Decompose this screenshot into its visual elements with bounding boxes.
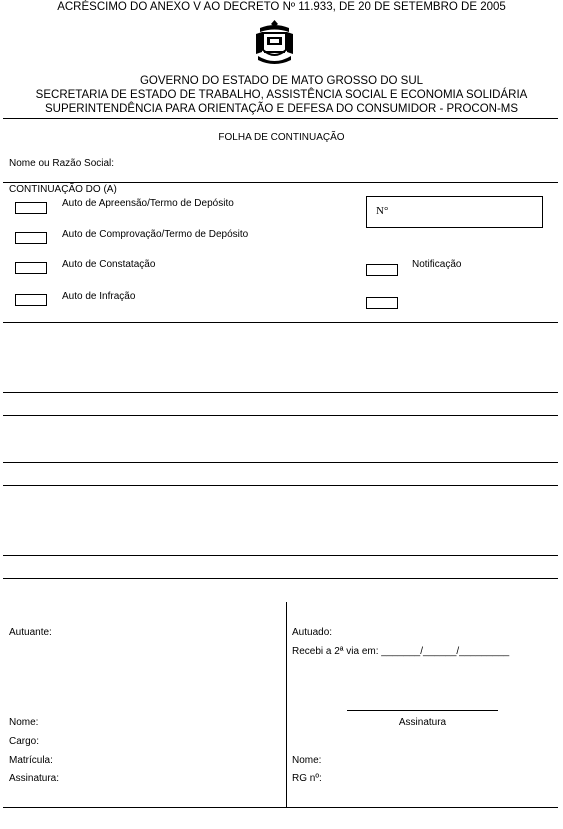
- continuation-label: CONTINUAÇÃO DO (A): [9, 184, 117, 195]
- checkbox-verification[interactable]: [15, 262, 47, 274]
- option-label-infraction: Auto de Infração: [62, 291, 136, 302]
- left-signature-label: Assinatura:: [9, 773, 60, 784]
- secretariat-line: SECRETARIA DE ESTADO DE TRABALHO, ASSISTÊNCIA SOCIAL E ECONOMIA SOLIDÁRIA: [35, 89, 528, 101]
- checkbox-seizure-deposit[interactable]: [15, 202, 47, 214]
- superintendence-line: SUPERINTENDÊNCIA PARA ORIENTAÇÃO E DEFESA DO CONSUMIDOR - PROCON-MS: [44, 103, 519, 115]
- checkbox-notification[interactable]: [366, 264, 398, 276]
- signature-caption: Assinatura: [398, 717, 447, 728]
- notification-label: Notificação: [412, 259, 462, 270]
- checkbox-proof-deposit[interactable]: [15, 232, 47, 244]
- received-copy-date-field[interactable]: Recebi a 2ª via em: _______/______/_________: [292, 646, 510, 657]
- option-label-verification: Auto de Constatação: [62, 259, 156, 270]
- cargo-label: Cargo:: [9, 736, 40, 747]
- decree-line: ACRÉSCIMO DO ANEXO V AO DECRETO Nº 11.933, DE 20 DE SETEMBRO DE 2005: [57, 1, 506, 13]
- option-label-proof-deposit: Auto de Comprovação/Termo de Depósito: [62, 229, 249, 240]
- state-coat-of-arms-icon: [252, 18, 297, 68]
- document-number-field[interactable]: [366, 196, 543, 228]
- writing-line: [3, 415, 558, 416]
- writing-line: [3, 462, 558, 463]
- government-line: GOVERNO DO ESTADO DE MATO GROSSO DO SUL: [139, 75, 424, 87]
- checkbox-extra[interactable]: [366, 297, 398, 309]
- writing-line: [3, 578, 558, 579]
- writing-line: [3, 485, 558, 486]
- left-name-label: Nome:: [9, 717, 39, 728]
- autuante-label: Autuante:: [9, 627, 52, 638]
- matricula-label: Matrícula:: [9, 755, 53, 766]
- footer-bottom-line: [3, 807, 558, 808]
- header-divider: [3, 118, 558, 119]
- writing-line: [3, 555, 558, 556]
- right-name-label: Nome:: [292, 755, 322, 766]
- footer-column-divider: [286, 602, 287, 807]
- form-title: FOLHA DE CONTINUAÇÃO: [218, 132, 345, 143]
- checkbox-infraction[interactable]: [15, 294, 47, 306]
- signature-line[interactable]: [347, 710, 498, 711]
- writing-line: [3, 392, 558, 393]
- rg-label: RG nº:: [292, 773, 322, 784]
- option-label-seizure-deposit: Auto de Apreensão/Termo de Depósito: [62, 198, 234, 209]
- autuado-label: Autuado:: [292, 627, 333, 638]
- name-field-label: Nome ou Razão Social:: [9, 158, 115, 169]
- options-divider: [3, 322, 558, 323]
- number-label: N°: [376, 205, 389, 217]
- name-divider: [3, 182, 558, 183]
